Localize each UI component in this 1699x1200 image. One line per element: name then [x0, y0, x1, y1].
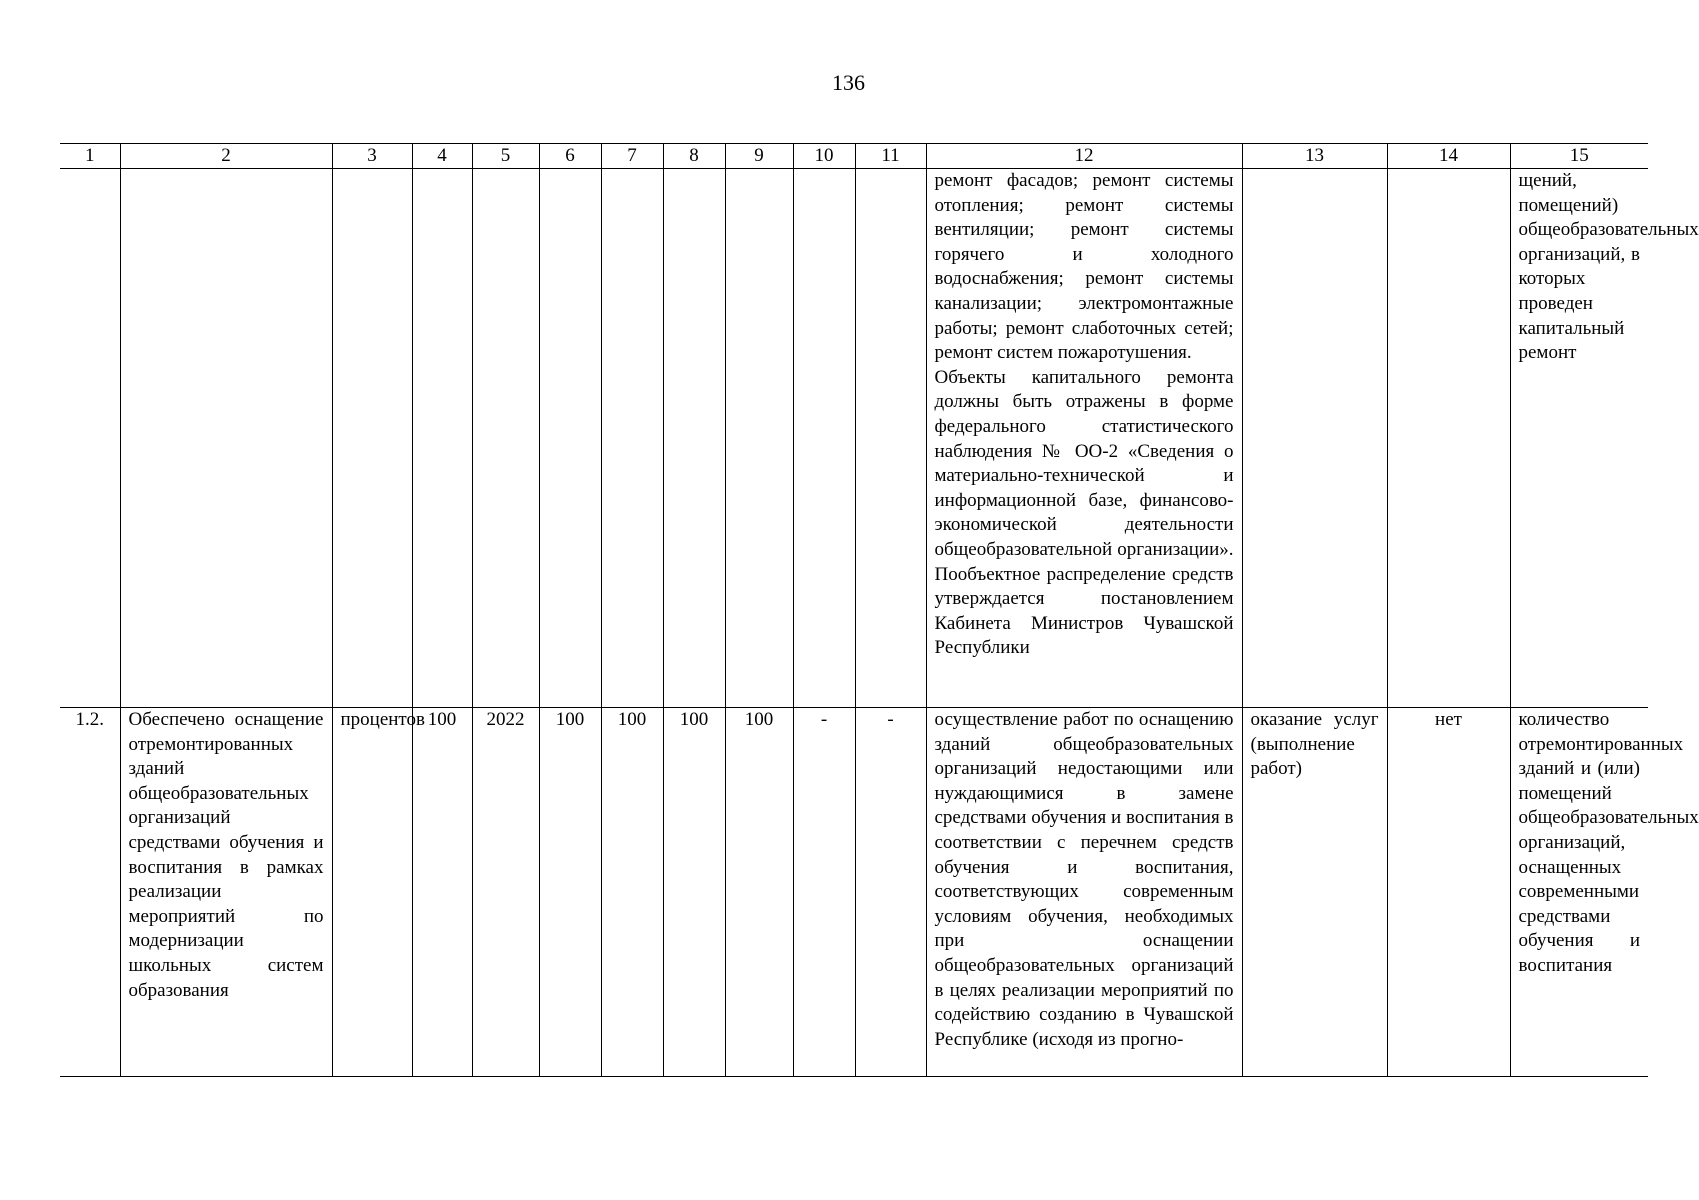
- column-number-row: [60, 144, 1648, 169]
- cell-value: 100: [663, 708, 725, 1077]
- cell-item-number: 1.2.: [60, 708, 120, 1077]
- table-row-continued: [60, 169, 1648, 708]
- cell-indicator: щений, помещений) общеобразовательных организаций, в которых проведен капитальный ремонт: [1510, 169, 1648, 708]
- cell-value: 100: [412, 708, 472, 1077]
- cell-indicator: количество отремонтированных зданий и (или) помещений общеобразовательных организаций, оснащенных современными средствами обучения и воспитания: [1510, 708, 1648, 1077]
- col-header: 8: [663, 144, 725, 169]
- col-header: 7: [601, 144, 663, 169]
- col-header: 4: [412, 144, 472, 169]
- cell-value: -: [793, 708, 855, 1077]
- col-header: 6: [539, 144, 601, 169]
- cell-value: 100: [539, 708, 601, 1077]
- cell-type: оказание услуг (выполнение работ): [1242, 708, 1387, 1077]
- col-header: 5: [472, 144, 539, 169]
- cell-unit: процентов: [332, 708, 412, 1077]
- col-header: 1: [60, 144, 120, 169]
- col-header: 13: [1242, 144, 1387, 169]
- col-header: 15: [1510, 144, 1648, 169]
- document-table: [60, 143, 1699, 1077]
- cell-value: -: [855, 708, 926, 1077]
- cell-work-description: осуществление работ по оснащению зданий общеобразовательных организаций недостающими или нуждающимися в замене средствами обучения и воспитания в соответствии с перечнем средств обучения и воспитания, соответствующих современным условиям обучения, необходимых при оснащении общеобразовательных организаций в целях реализации мероприятий по содействию созданию в Чувашской Республике (исходя из прогно-: [926, 708, 1242, 1077]
- col-header: 2: [120, 144, 332, 169]
- col-header: 3: [332, 144, 412, 169]
- page-number: 136: [832, 70, 865, 95]
- table-row-1-2: [60, 708, 1648, 1077]
- cell-result-name: Обеспечено оснащение отремонтированных зданий общеобразовательных организаций средствами обучения и воспитания в рамках реализации мероприятий по модернизации школьных систем образования: [120, 708, 332, 1077]
- cell-value: 100: [601, 708, 663, 1077]
- cell-value: 100: [725, 708, 793, 1077]
- col-header: 10: [793, 144, 855, 169]
- cell-work-description: ремонт фасадов; ремонт системы отопления; ремонт системы вентиляции; ремонт системы горячего и холодного водоснабжения; ремонт системы канализации; электромонтажные работы; ремонт слаботочных сетей; ремонт систем пожаротушения. Объекты капитального ремонта должны быть отражены в форме федерального статистического наблюдения № ОО-2 «Сведения о материально-технической и информационной базе, финансово-экономической деятельности общеобразовательной организации». Пообъектное распределение средств утверждается постановлением Кабинета Министров Чувашской Республики: [926, 169, 1242, 708]
- col-header: 12: [926, 144, 1242, 169]
- col-header: 14: [1387, 144, 1510, 169]
- col-header: 11: [855, 144, 926, 169]
- cell-flag: нет: [1387, 708, 1510, 1077]
- col-header: 9: [725, 144, 793, 169]
- cell-year: 2022: [472, 708, 539, 1077]
